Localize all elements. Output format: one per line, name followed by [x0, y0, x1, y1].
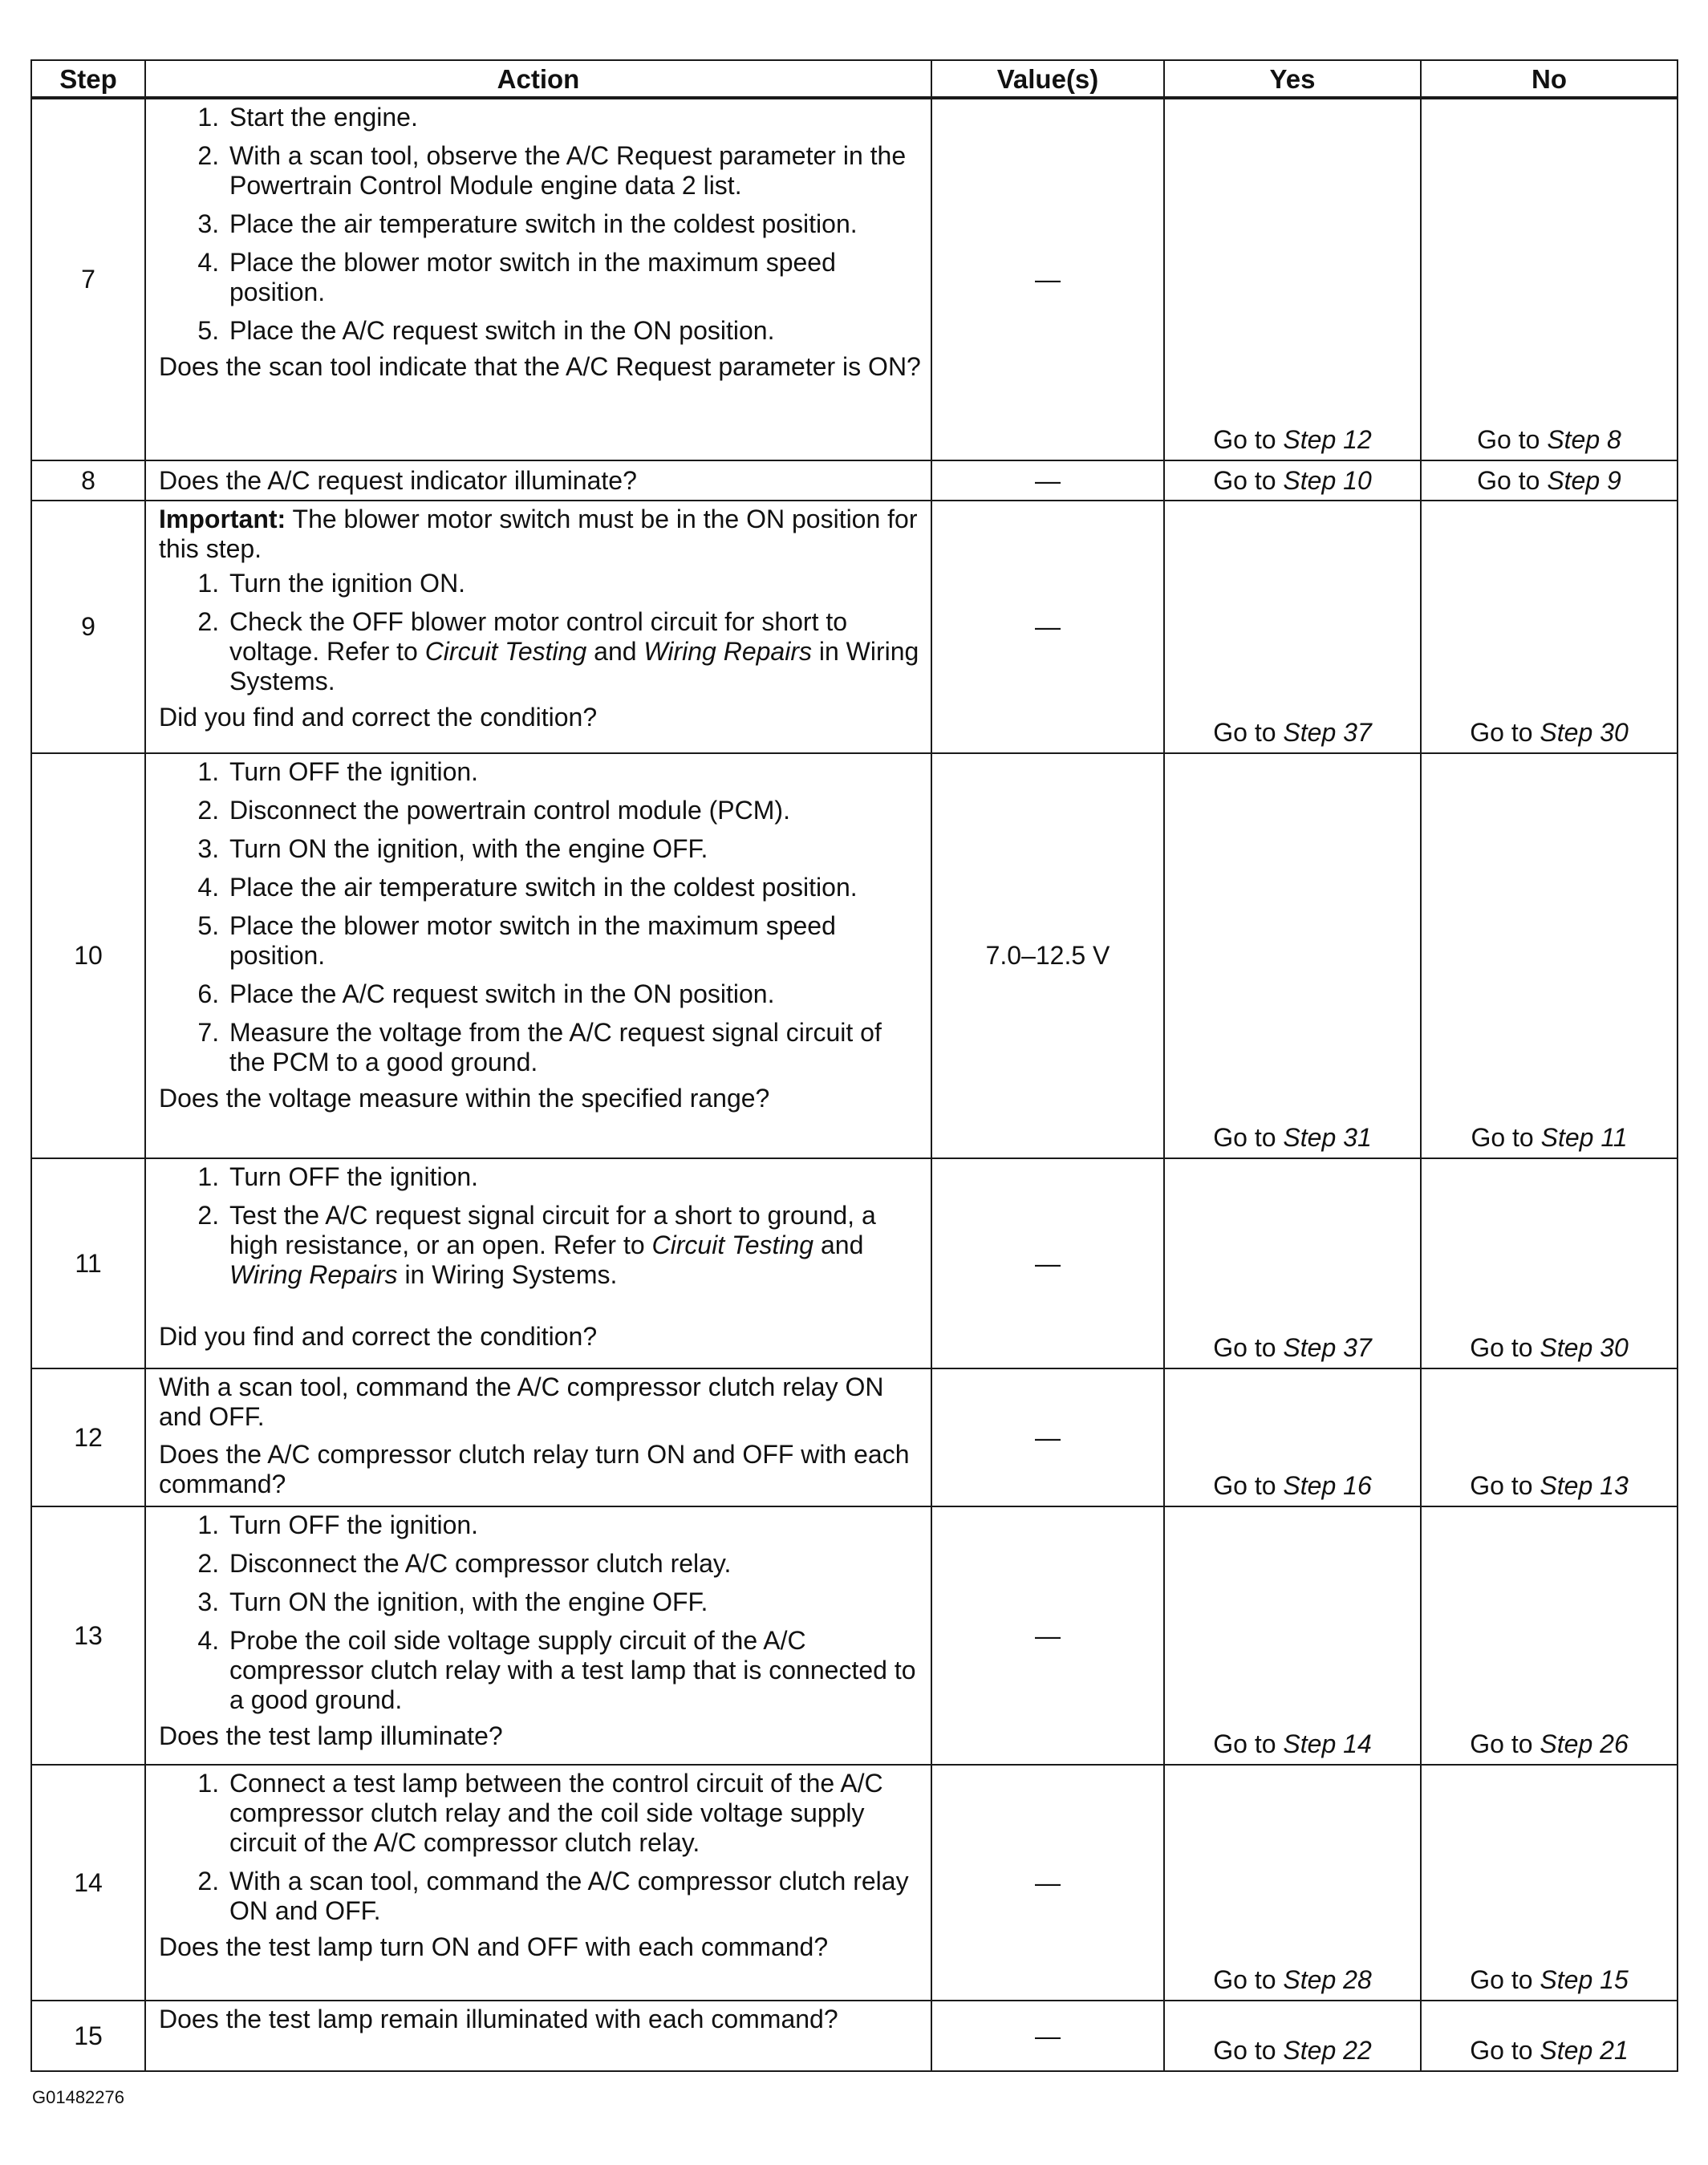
- step-ref-label: Step: [1283, 1471, 1337, 1500]
- action-step: 1. Turn OFF the ignition.: [226, 1510, 923, 1540]
- step-ref-number: 26: [1600, 1729, 1629, 1758]
- header-step: Step: [31, 60, 145, 98]
- step-ref-label: Step: [1540, 1471, 1593, 1500]
- action-cell: [145, 1158, 931, 1368]
- yes-cell: [1164, 98, 1421, 460]
- step-ref-number: 15: [1600, 1965, 1629, 1994]
- step-ref-label: Step: [1283, 1123, 1337, 1152]
- action-step: [226, 607, 923, 696]
- no-cell: [1421, 753, 1678, 1158]
- step-ref-label: Step: [1283, 1965, 1337, 1994]
- action-steps: [159, 103, 923, 346]
- important-label: Important:: [159, 505, 286, 533]
- step-number: 14: [31, 1765, 145, 2001]
- action-question: Did you find and correct the condition?: [159, 703, 598, 732]
- action-step: 4. Place the air temperature switch in the coldest position.: [226, 873, 923, 902]
- step-ref-number: 12: [1343, 425, 1372, 454]
- step-ref-number: 37: [1343, 1333, 1372, 1362]
- step-ref-label: Step: [1540, 718, 1593, 747]
- step-number: 8: [31, 460, 145, 501]
- reference-wiring-repairs: Wiring Repairs: [643, 637, 812, 666]
- yes-cell: [1164, 460, 1421, 501]
- action-steps: [159, 1162, 923, 1290]
- no-cell: [1421, 1158, 1678, 1368]
- value-cell: —: [931, 460, 1164, 501]
- yes-cell: [1164, 1506, 1421, 1765]
- go-to-label: Go to: [1470, 2036, 1533, 2065]
- step-ref-number: 22: [1343, 2036, 1372, 2065]
- step-text: in Wiring Systems.: [397, 1260, 618, 1289]
- step-ref-number: 21: [1600, 2036, 1629, 2065]
- step-ref-label: Step: [1547, 425, 1600, 454]
- step-ref-label: Step: [1540, 2036, 1593, 2065]
- step-text: Check the OFF blower motor control circuit for short to voltage. Refer to: [229, 607, 848, 666]
- header-yes: Yes: [1164, 60, 1421, 98]
- table-row-step-9: [31, 501, 1678, 753]
- step-ref-number: 30: [1600, 1333, 1629, 1362]
- go-to-label: Go to: [1477, 465, 1540, 495]
- step-ref-label: Step: [1540, 1333, 1593, 1362]
- action-step: 3. Turn ON the ignition, with the engine OFF.: [226, 834, 923, 864]
- yes-cell: [1164, 1158, 1421, 1368]
- go-to-label: Go to: [1213, 1333, 1276, 1362]
- important-text: The blower motor switch must be in the ON position for this step.: [159, 505, 918, 563]
- important-note: [159, 505, 923, 564]
- go-to-label: Go to: [1213, 465, 1276, 495]
- action-step: 3. Place the air temperature switch in the coldest position.: [226, 209, 923, 239]
- no-cell: [1421, 1765, 1678, 2001]
- action-step: 1. Turn OFF the ignition.: [226, 757, 923, 787]
- no-cell: [1421, 98, 1678, 460]
- header-action: Action: [145, 60, 931, 98]
- action-step: 6. Place the A/C request switch in the ON position.: [226, 979, 923, 1009]
- step-ref-number: 10: [1343, 465, 1372, 495]
- value-cell: —: [931, 1368, 1164, 1506]
- action-question: Does the test lamp turn ON and OFF with each command?: [159, 1932, 829, 1961]
- step-ref-number: 8: [1607, 425, 1621, 454]
- yes-cell: [1164, 2001, 1421, 2071]
- action-cell: [145, 501, 931, 753]
- step-ref-number: 31: [1343, 1123, 1372, 1152]
- action-step: 2. With a scan tool, observe the A/C Request parameter in the Powertrain Control Module engine data 2 list.: [226, 141, 923, 201]
- action-cell: [145, 1765, 931, 2001]
- go-to-label: Go to: [1213, 718, 1276, 747]
- action-cell: [145, 1368, 931, 1506]
- no-cell: [1421, 2001, 1678, 2071]
- value-cell: —: [931, 501, 1164, 753]
- action-step: 4. Probe the coil side voltage supply circuit of the A/C compressor clutch relay with a test lamp that is connected to a good ground.: [226, 1626, 923, 1715]
- step-ref-label: Step: [1283, 2036, 1337, 2065]
- action-cell: [145, 1506, 931, 1765]
- step-ref-label: Step: [1547, 465, 1600, 495]
- value-cell: —: [931, 1506, 1164, 1765]
- table-row-step-8: [31, 460, 1678, 501]
- step-ref-label: Step: [1540, 1729, 1593, 1758]
- no-cell: [1421, 460, 1678, 501]
- go-to-label: Go to: [1470, 1471, 1533, 1500]
- step-number: 7: [31, 98, 145, 460]
- action-question: Does the test lamp illuminate?: [159, 1721, 503, 1750]
- reference-circuit-testing: Circuit Testing: [651, 1230, 814, 1259]
- reference-wiring-repairs: Wiring Repairs: [229, 1260, 398, 1289]
- step-text: and: [813, 1230, 864, 1259]
- go-to-label: Go to: [1470, 1729, 1533, 1758]
- step-ref-label: Step: [1283, 718, 1337, 747]
- go-to-label: Go to: [1213, 1123, 1276, 1152]
- step-ref-number: 13: [1600, 1471, 1629, 1500]
- action-steps: [159, 569, 923, 696]
- table-row-step-12: [31, 1368, 1678, 1506]
- action-step: 4. Place the blower motor switch in the maximum speed position.: [226, 248, 923, 307]
- figure-id: G01482276: [32, 2087, 124, 2107]
- step-number: 13: [31, 1506, 145, 1765]
- action-step: 2. With a scan tool, command the A/C compressor clutch relay ON and OFF.: [226, 1867, 923, 1926]
- step-ref-number: 11: [1600, 1123, 1628, 1152]
- yes-cell: [1164, 501, 1421, 753]
- no-cell: [1421, 1368, 1678, 1506]
- diagnostic-table: [30, 59, 1678, 2072]
- no-cell: [1421, 1506, 1678, 1765]
- action-question: Does the A/C request indicator illuminate?: [159, 465, 637, 495]
- action-step: 1. Turn OFF the ignition.: [226, 1162, 923, 1192]
- step-ref-label: Step: [1283, 1729, 1337, 1758]
- step-number: 12: [31, 1368, 145, 1506]
- header-values: Value(s): [931, 60, 1164, 98]
- go-to-label: Go to: [1470, 1965, 1533, 1994]
- go-to-label: Go to: [1470, 718, 1533, 747]
- table-row-step-15: [31, 2001, 1678, 2071]
- yes-cell: [1164, 1765, 1421, 2001]
- action-step: 3. Turn ON the ignition, with the engine OFF.: [226, 1587, 923, 1617]
- action-question: Does the voltage measure within the specified range?: [159, 1084, 770, 1113]
- table-row-step-11: [31, 1158, 1678, 1368]
- table-row-step-7: [31, 98, 1678, 460]
- step-ref-number: 14: [1343, 1729, 1372, 1758]
- go-to-label: Go to: [1213, 1471, 1276, 1500]
- reference-circuit-testing: Circuit Testing: [424, 637, 587, 666]
- action-step: 1. Turn the ignition ON.: [226, 569, 923, 598]
- action-step: 2. Disconnect the A/C compressor clutch relay.: [226, 1549, 923, 1579]
- action-cell: [145, 460, 931, 501]
- action-question: Did you find and correct the condition?: [159, 1322, 598, 1351]
- step-ref-number: 28: [1343, 1965, 1372, 1994]
- action-cell: [145, 98, 931, 460]
- action-step: 5. Place the blower motor switch in the maximum speed position.: [226, 911, 923, 971]
- action-step: 2. Disconnect the powertrain control module (PCM).: [226, 796, 923, 825]
- value-cell: —: [931, 98, 1164, 460]
- step-text: in Wiring Systems.: [229, 637, 919, 695]
- go-to-label: Go to: [1470, 1333, 1533, 1362]
- step-ref-label: Step: [1540, 1123, 1594, 1152]
- step-number: 15: [31, 2001, 145, 2071]
- value-cell: —: [931, 1158, 1164, 1368]
- table-row-step-14: [31, 1765, 1678, 2001]
- action-intro: With a scan tool, command the A/C compressor clutch relay ON and OFF.: [159, 1372, 884, 1431]
- go-to-label: Go to: [1477, 425, 1540, 454]
- step-ref-number: 16: [1343, 1471, 1372, 1500]
- step-ref-label: Step: [1283, 465, 1337, 495]
- step-text: Test the A/C request signal circuit for a short to ground, a high resistance, or an open. Refer to: [229, 1201, 876, 1259]
- value-cell: —: [931, 2001, 1164, 2071]
- go-to-label: Go to: [1213, 425, 1276, 454]
- step-ref-label: Step: [1283, 425, 1337, 454]
- step-number: 9: [31, 501, 145, 753]
- action-question: Does the test lamp remain illuminated with each command?: [159, 2005, 838, 2033]
- action-step: 5. Place the A/C request switch in the ON position.: [226, 316, 923, 346]
- table-row-step-13: [31, 1506, 1678, 1765]
- action-step: 1. Start the engine.: [226, 103, 923, 132]
- step-ref-number: 9: [1607, 465, 1621, 495]
- action-step: 1. Connect a test lamp between the control circuit of the A/C compressor clutch relay and the coil side voltage supply circuit of the A/C compressor clutch relay.: [226, 1769, 923, 1858]
- action-cell: [145, 2001, 931, 2071]
- value-cell: —: [931, 1765, 1164, 2001]
- action-cell: [145, 753, 931, 1158]
- action-steps: [159, 757, 923, 1077]
- header-no: No: [1421, 60, 1678, 98]
- no-cell: [1421, 501, 1678, 753]
- step-ref-number: 30: [1600, 718, 1629, 747]
- action-steps: [159, 1769, 923, 1926]
- action-step: [226, 1201, 923, 1290]
- go-to-label: Go to: [1213, 1965, 1276, 1994]
- go-to-label: Go to: [1471, 1123, 1534, 1152]
- action-question: Does the scan tool indicate that the A/C Request parameter is ON?: [159, 352, 921, 381]
- step-text: and: [586, 637, 644, 666]
- action-steps: [159, 1510, 923, 1715]
- step-ref-label: Step: [1540, 1965, 1593, 1994]
- header-row: [31, 60, 1678, 98]
- table-row-step-10: [31, 753, 1678, 1158]
- step-number: 10: [31, 753, 145, 1158]
- value-cell: 7.0–12.5 V: [931, 753, 1164, 1158]
- step-ref-number: 37: [1343, 718, 1372, 747]
- go-to-label: Go to: [1213, 1729, 1276, 1758]
- go-to-label: Go to: [1213, 2036, 1276, 2065]
- action-question: Does the A/C compressor clutch relay turn ON and OFF with each command?: [159, 1440, 910, 1498]
- yes-cell: [1164, 1368, 1421, 1506]
- step-number: 11: [31, 1158, 145, 1368]
- step-ref-label: Step: [1283, 1333, 1337, 1362]
- action-step: 7. Measure the voltage from the A/C request signal circuit of the PCM to a good ground.: [226, 1018, 923, 1077]
- yes-cell: [1164, 753, 1421, 1158]
